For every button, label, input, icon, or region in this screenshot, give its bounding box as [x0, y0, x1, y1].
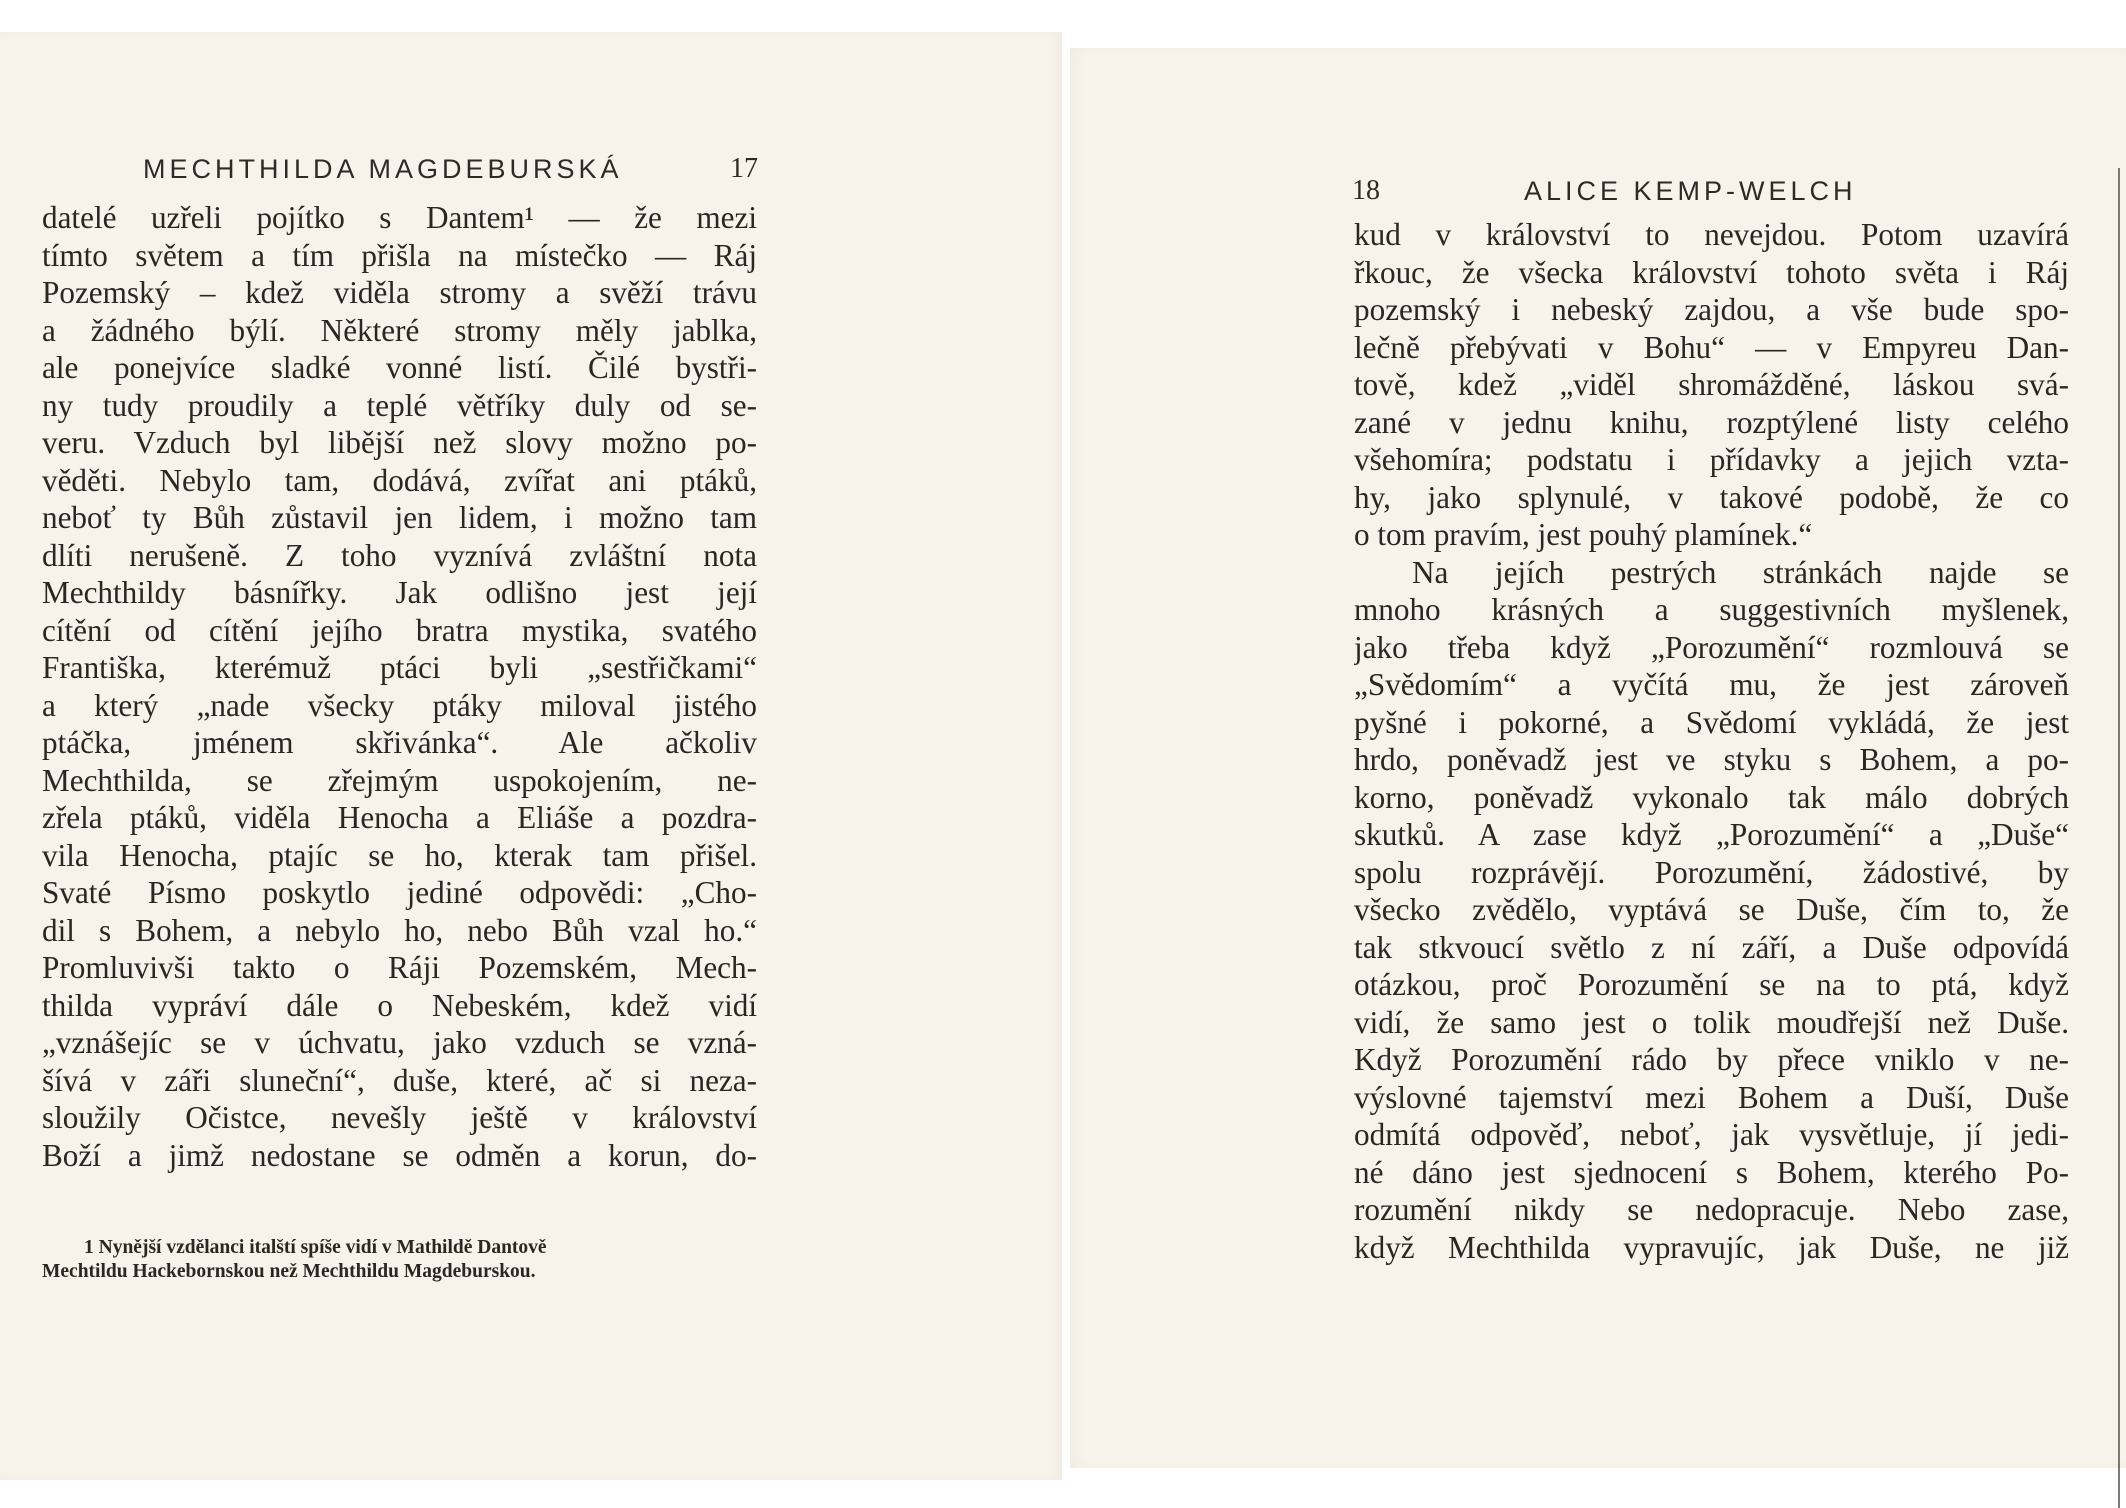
left-page [0, 32, 1062, 1480]
text-line: Františka, kterémuž ptáci byli „sestřičkami“ [42, 650, 757, 685]
text-line: Svaté Písmo poskytlo jediné odpovědi: „Cho- [42, 875, 757, 910]
text-line: Mechthildy básnířky. Jak odlišno jest její [42, 575, 757, 610]
text-line: kud v království to nevejdou. Potom uzavírá [1354, 217, 2069, 252]
text-line: řkouc, že všecka království tohoto světa i Ráj [1354, 254, 2069, 290]
text-line: výslovné tajemství mezi Bohem a Duší, Duše [1354, 1079, 2069, 1115]
text-line: korno, poněvadž vykonalo tak málo dobrých [1354, 779, 2069, 815]
text-line: spolu rozprávějí. Porozumění, žádostivé, by [1354, 854, 2069, 890]
text-line: dlíti nerušeně. Z toho vyznívá zvláštní nota [42, 537, 757, 573]
text-line: ale ponejvíce sladké vonné listí. Čilé bystři- [42, 350, 757, 385]
text-line: datelé uzřeli pojítko s Dantem¹ — že mezi [42, 200, 757, 235]
text-line: hrdo, poněvadž jest ve styku s Bohem, a po- [1354, 742, 2069, 777]
text-line: „vznášejíc se v úchvatu, jako vzduch se vzná- [42, 1025, 757, 1060]
text-line: dil s Bohem, a nebylo ho, nebo Bůh vzal ho.“ [42, 912, 757, 948]
text-line: Promluvivši takto o Ráji Pozemském, Mech- [42, 950, 757, 985]
text-line: Na jejích pestrých stránkách najde se [1412, 554, 2069, 590]
text-line: tak stkvoucí světlo z ní září, a Duše odpovídá [1354, 929, 2069, 965]
text-line: tově, kdež „viděl shromážděné, láskou svá- [1354, 367, 2069, 402]
book-gutter [1062, 0, 1070, 1500]
text-line: lečně přebývati v Bohu“ — v Empyreu Dan- [1354, 329, 2069, 365]
text-line: veru. Vzduch byl libější než slovy možno po- [42, 425, 757, 460]
footnote-line: Mechtildu Hackebornskou než Mechthildu Magdeburskou. [42, 1261, 536, 1282]
text-line: neboť ty Bůh zůstavil jen lidem, i možno tam [42, 500, 757, 535]
text-line: né dáno jest sjednocení s Bohem, kterého Po- [1354, 1154, 2069, 1190]
page-edge-line [2118, 168, 2120, 1508]
text-line: sloužily Očistce, nevešly ještě v království [42, 1100, 757, 1135]
text-line: skutků. A zase když „Porozumění“ a „Duše“ [1354, 817, 2069, 852]
right-page-body [1354, 216, 2069, 1266]
text-line: a který „nade všecky ptáky miloval jistého [42, 687, 757, 723]
text-line: ptáčka, jménem skřivánka“. Ale ačkoliv [42, 725, 757, 760]
running-head-left: MECHTHILDA MAGDEBURSKÁ [143, 154, 623, 184]
page-number-right: 18 [1352, 175, 1380, 206]
text-line: Když Porozumění rádo by přece vniklo v ne- [1354, 1042, 2069, 1077]
text-line: hy, jako splynulé, v takové podobě, že co [1354, 479, 2069, 515]
text-line: Mechthilda, se zřejmým uspokojením, ne- [42, 762, 757, 798]
text-line: všecko zvědělo, vyptává se Duše, čím to, že [1354, 892, 2069, 927]
text-line: rozumění nikdy se nedopracuje. Nebo zase, [1354, 1192, 2069, 1227]
text-line: tímto světem a tím přišla na místečko — Ráj [42, 237, 757, 273]
text-line: vila Henocha, ptajíc se ho, kterak tam přišel. [42, 837, 757, 873]
text-line: odmítá odpověď, neboť, jak vysvětluje, jí jedi- [1354, 1117, 2069, 1152]
text-line: vidí, že samo jest o tolik moudřejší než Duše. [1354, 1004, 2069, 1040]
text-line: ny tudy proudily a teplé větříky duly od se- [42, 387, 757, 423]
text-line: zané v jednu knihu, rozptýlené listy celého [1354, 404, 2069, 440]
text-line: mnoho krásných a suggestivních myšlenek, [1354, 592, 2069, 627]
text-line: o tom pravím, jest pouhý plamínek.“ [1354, 517, 1813, 552]
text-line: jako třeba když „Porozumění“ rozmlouvá se [1354, 629, 2069, 665]
footnote [42, 1236, 757, 1284]
text-line: když Mechthilda vypravujíc, jak Duše, ne již [1354, 1229, 2069, 1265]
running-head-right: ALICE KEMP-WELCH [1524, 176, 1857, 206]
left-page-body [42, 199, 757, 1174]
text-line: šívá v záři sluneční“, duše, které, ač si neza- [42, 1062, 757, 1098]
text-line: otázkou, proč Porozumění se na to ptá, když [1354, 967, 2069, 1002]
text-line: a žádného býlí. Některé stromy měly jablka, [42, 312, 757, 348]
text-line: zřela ptáků, viděla Henocha a Eliáše a pozdra- [42, 800, 757, 835]
page-number-left: 17 [730, 153, 758, 184]
text-line: Boží a jimž nedostane se odměn a korun, do- [42, 1137, 757, 1173]
right-page [1070, 48, 2126, 1468]
footnote-line: 1 Nynější vzdělanci italští spíše vidí v Mathildě Dantově [84, 1237, 547, 1258]
text-line: věděti. Nebylo tam, dodává, zvířat ani ptáků, [42, 462, 757, 498]
text-line: Pozemský – kdež viděla stromy a svěží trávu [42, 275, 757, 310]
text-line: „Svědomím“ a vyčítá mu, že jest zároveň [1354, 667, 2069, 702]
text-line: pozemský i nebeský zajdou, a vše bude spo- [1354, 292, 2069, 327]
text-line: všehomíra; podstatu i přídavky a jejich vzta- [1354, 442, 2069, 477]
text-line: pyšné i pokorné, a Svědomí vykládá, že jest [1354, 704, 2069, 740]
text-line: thilda vypráví dále o Nebeském, kdež vidí [42, 987, 757, 1023]
text-line: cítění od cítění jejího bratra mystika, svatého [42, 612, 757, 648]
